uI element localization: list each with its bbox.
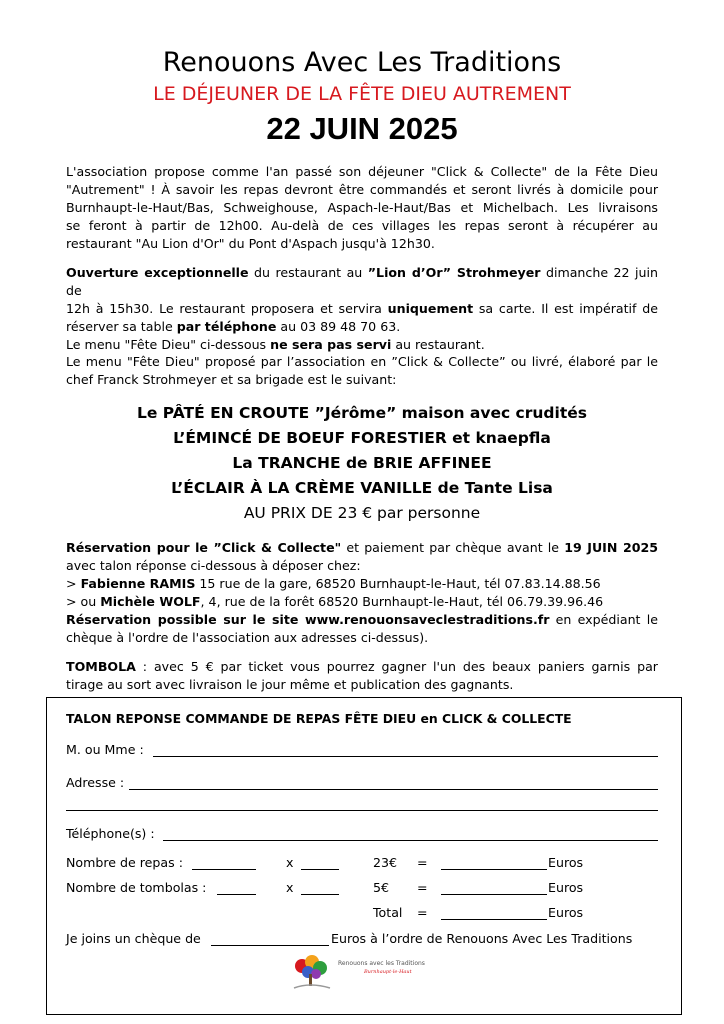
reservation-line: avec talon réponse ci-dessous à déposer chez: — [66, 558, 361, 573]
intro-paragraph — [66, 163, 658, 253]
opening-emphasis: Ouverture exceptionnelle — [66, 265, 249, 280]
reservation-text: et paiement par chèque avant le — [341, 540, 565, 555]
logo-text: Burnhaupt-le-Haut — [364, 969, 412, 975]
bullet: > ou — [66, 594, 101, 609]
name-label: M. ou Mme : — [66, 742, 144, 757]
cheque-payee: Euros à l’ordre de Renouons Avec Les Traditions — [331, 931, 633, 946]
multiply-sign: x — [286, 855, 294, 870]
opening-line — [66, 336, 658, 354]
menu-item: L’ÉCLAIR À LA CRÈME VANILLE de Tante Lisa — [171, 479, 553, 497]
tombola-quantity-field[interactable] — [217, 882, 256, 895]
reservation-deadline: 19 JUIN 2025 — [564, 540, 658, 555]
meal-unit-price: 23€ — [373, 855, 398, 870]
cheque-label: Je joins un chèque de — [66, 931, 201, 946]
tombola-text: : avec 5 € par ticket vous pourrez gagner l'un des beaux paniers garnis par — [135, 659, 658, 674]
opening-text: 12h à 15h30. Le restaurant proposera et servira — [66, 301, 388, 316]
reservation-paragraph — [66, 539, 658, 647]
contact-line — [66, 575, 658, 593]
menu-item: L’ÉMINCÉ DE BOEUF FORESTIER et knaepfla — [173, 429, 551, 447]
intro-line: "Autrement" ! À savoir les repas devront être commandés et seront livrés à domicile pour — [66, 182, 658, 197]
cheque-amount-field[interactable] — [211, 933, 329, 946]
contact-line — [66, 593, 658, 611]
tombola-unit-price: 5€ — [373, 880, 390, 895]
tombola-count-label: Nombre de tombolas : — [66, 880, 207, 895]
address-field[interactable] — [129, 777, 658, 790]
contact-address: 15 rue de la gare, 68520 Burnhaupt-le-Haut, tél 07.83.14.88.56 — [195, 576, 601, 591]
contact-address: , 4, rue de la forêt 68520 Burnhaupt-le-Haut, tél 06.79.39.96.46 — [200, 594, 604, 609]
reply-slip-heading: TALON REPONSE COMMANDE DE REPAS FÊTE DIEU en CLICK & COLLECTE — [66, 711, 572, 726]
menu-item: Le PÂTÉ EN CROUTE ”Jérôme” maison avec crudités — [137, 404, 587, 422]
meals-total-field[interactable] — [441, 857, 547, 870]
equals-sign: = — [417, 905, 428, 920]
menu-intro-paragraph — [66, 353, 658, 389]
restaurant-name: ”Lion d’Or” Strohmeyer — [367, 265, 541, 280]
name-field[interactable] — [153, 744, 658, 757]
intro-line: se feront à partir de 12h00. Au-delà de ces villages les repas seront à récupérer au — [66, 218, 658, 233]
intro-line: L'association propose comme l'an passé son déjeuner "Click & Collecte" de la Fête Dieu — [66, 164, 658, 179]
reservation-line — [66, 611, 658, 629]
currency-label: Euros — [548, 905, 584, 920]
website-reservation: Réservation possible sur le site www.renouonsaveclestraditions.fr — [66, 612, 550, 627]
grand-total-field[interactable] — [441, 907, 547, 920]
opening-text: dimanche 22 juin de — [66, 265, 658, 298]
contact-name: Michèle WOLF — [100, 594, 201, 609]
association-logo — [290, 952, 440, 992]
opening-text: du restaurant au — [248, 265, 368, 280]
menu-list — [0, 401, 724, 526]
intro-line: Burnhaupt-le-Haut/Bas, Schweighouse, Aspach-le-Haut/Bas et Michelbach. Les livraisons — [66, 200, 658, 215]
tombola-emphasis: TOMBOLA — [66, 659, 136, 674]
opening-text: sa carte. Il est impératif de — [473, 301, 658, 316]
contact-name: Fabienne RAMIS — [80, 576, 196, 591]
opening-text: au restaurant. — [391, 337, 485, 352]
reservation-text: en expédiant le — [549, 612, 658, 627]
address-label: Adresse : — [66, 775, 125, 790]
meals-quantity-field[interactable] — [192, 857, 256, 870]
opening-text: réserver sa table — [66, 319, 177, 334]
equals-sign: = — [417, 880, 428, 895]
opening-line — [66, 264, 658, 300]
menu-intro-line: Le menu "Fête Dieu" proposé par l’association en ”Click & Collecte” ou livré, élaboré par le — [66, 354, 658, 369]
phone-field[interactable] — [163, 828, 658, 841]
tombola-total-field[interactable] — [441, 882, 547, 895]
total-label: Total — [373, 905, 403, 920]
tombola-line — [66, 658, 658, 676]
opening-line — [66, 300, 658, 318]
opening-emphasis: uniquement — [387, 301, 474, 316]
multiply-sign: x — [286, 880, 294, 895]
tombola-multiplier-field[interactable] — [301, 882, 339, 895]
opening-line — [66, 318, 658, 336]
reservation-line — [66, 539, 658, 557]
tree-icon — [290, 952, 440, 992]
bullet: > — [66, 576, 81, 591]
opening-paragraph — [66, 264, 658, 354]
tombola-line: tirage au sort avec livraison le jour même et publication des gagnants. — [66, 677, 514, 692]
tombola-paragraph — [66, 658, 658, 694]
event-date: 22 JUIN 2025 — [266, 111, 458, 146]
reservation-emphasis: Réservation pour le ”Click & Collecte" — [66, 540, 342, 555]
phone-label: Téléphone(s) : — [66, 826, 155, 841]
opening-emphasis: ne sera pas servi — [270, 337, 392, 352]
meals-multiplier-field[interactable] — [301, 857, 339, 870]
reservation-line: chèque à l'ordre de l'association aux adresses ci-dessus). — [66, 630, 429, 645]
logo-text: Renouons avec les Traditions — [338, 960, 425, 967]
menu-price: AU PRIX DE 23 € par personne — [243, 504, 481, 522]
equals-sign: = — [417, 855, 428, 870]
menu-intro-line: chef Franck Strohmeyer et sa brigade est le suivant: — [66, 372, 397, 387]
intro-line: restaurant "Au Lion d'Or" du Pont d'Aspach jusqu'à 12h30. — [66, 236, 435, 251]
opening-emphasis: par téléphone — [176, 319, 277, 334]
meals-label: Nombre de repas : — [66, 855, 183, 870]
reply-slip — [46, 697, 682, 1015]
menu-item: La TRANCHE de BRIE AFFINEE — [232, 454, 492, 472]
page-subtitle: LE DÉJEUNER DE LA FÊTE DIEU AUTREMENT — [153, 83, 571, 105]
page-title: Renouons Avec Les Traditions — [162, 47, 562, 78]
opening-text: Le menu "Fête Dieu" ci-dessous — [66, 337, 271, 352]
currency-label: Euros — [548, 855, 584, 870]
currency-label: Euros — [548, 880, 584, 895]
address-field-line-2[interactable] — [66, 798, 658, 811]
restaurant-phone: au 03 89 48 70 63. — [276, 319, 401, 334]
